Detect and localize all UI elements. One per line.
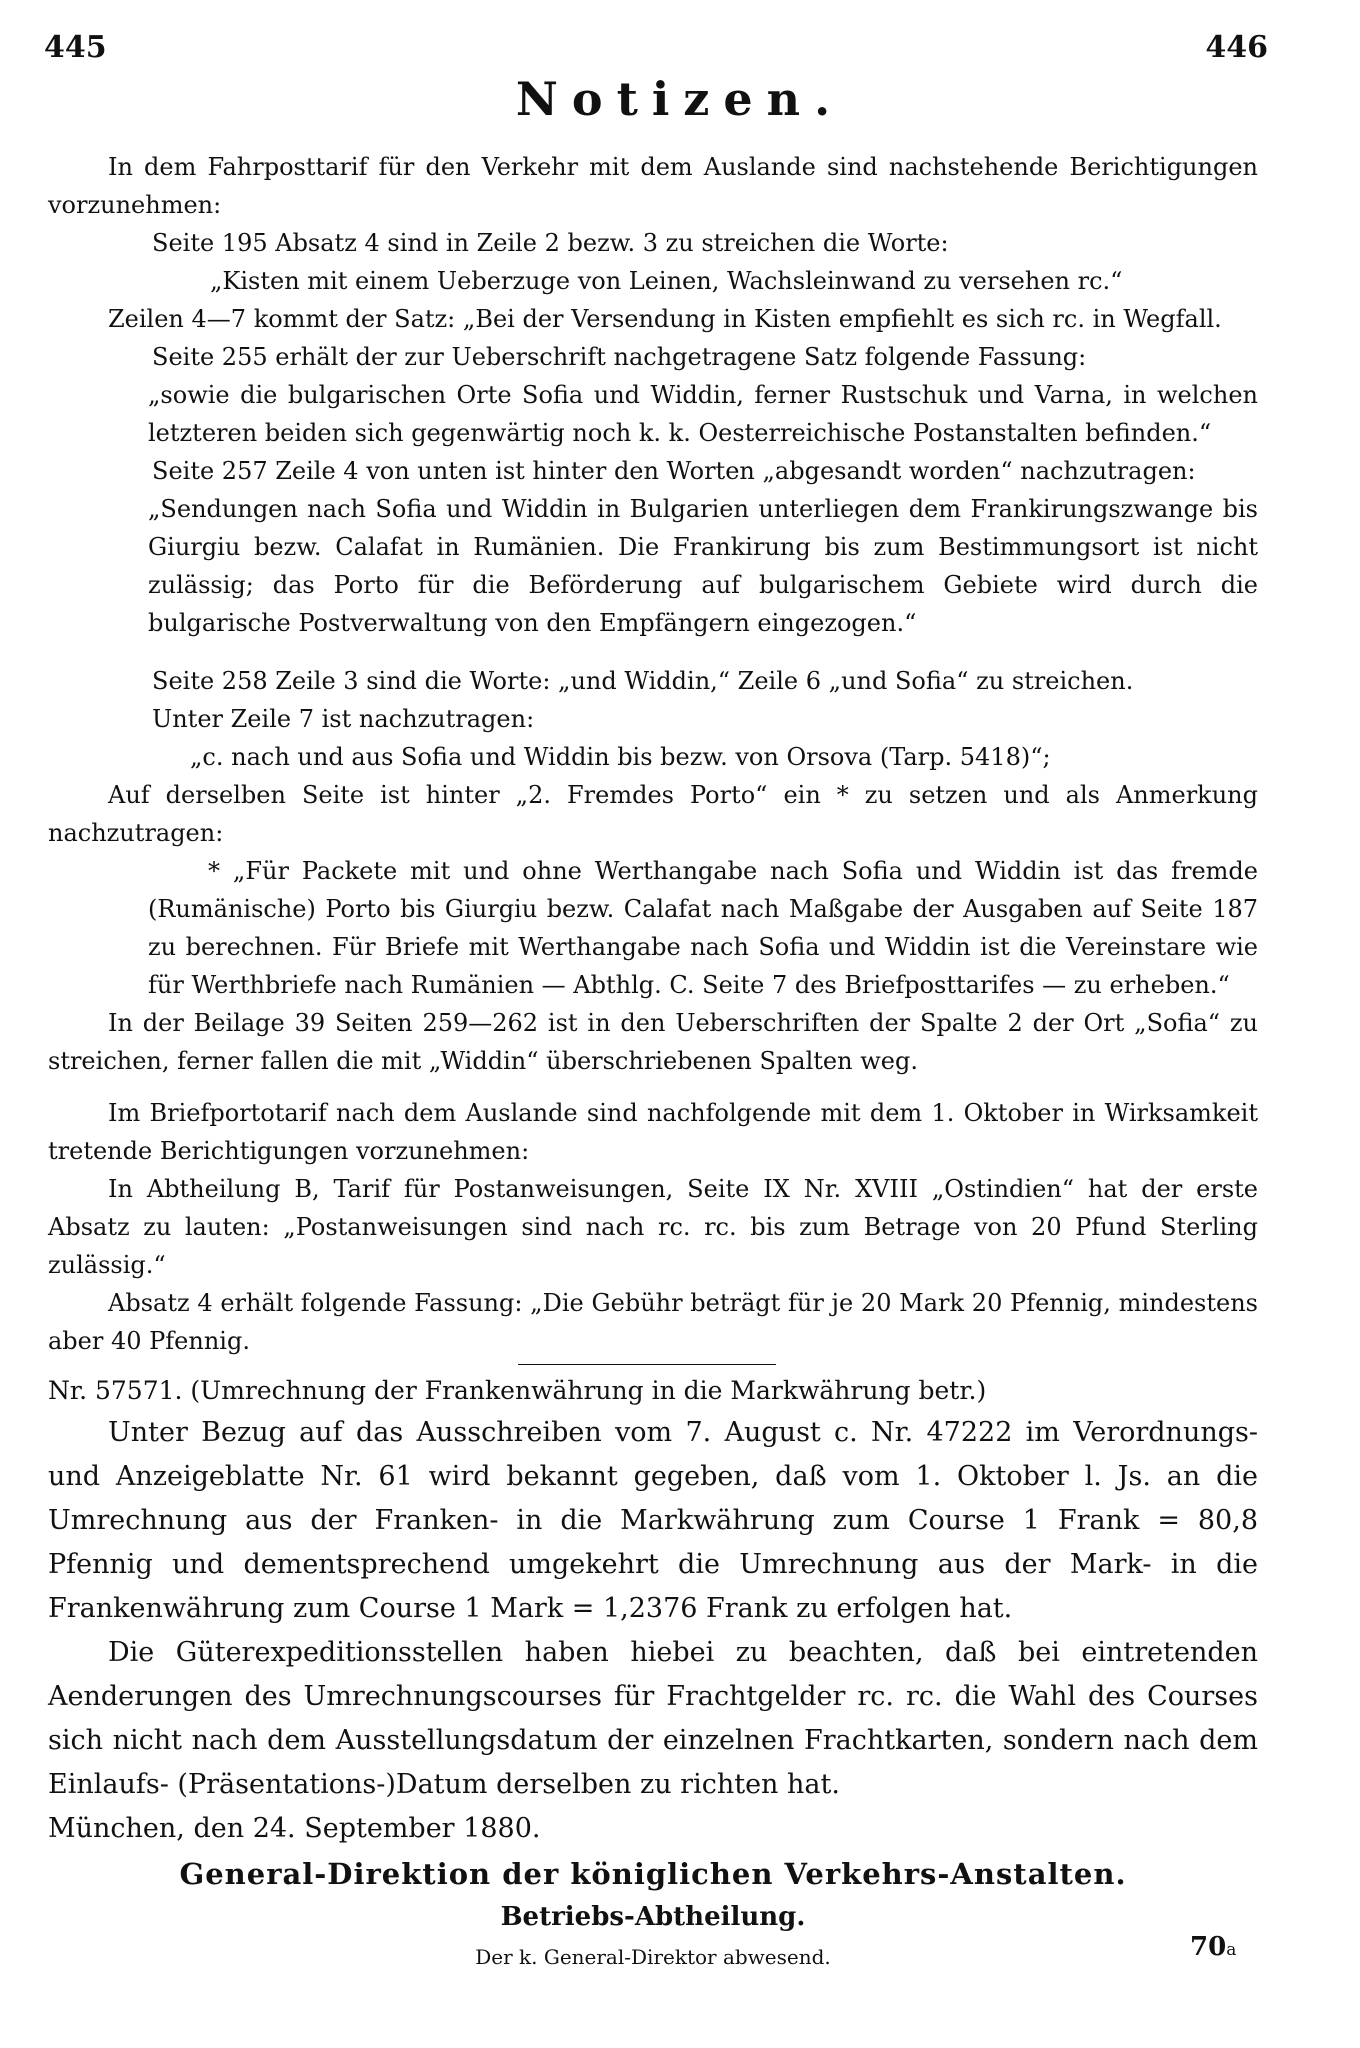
announcement-paragraph-1: Unter Bezug auf das Ausschreiben vom 7. August c. Nr. 47222 im Verordnungs- und Anzeigeblatte Nr. 61 wird bekannt gegeben, daß vom 1. Oktober l. Js. an die Umrechnung aus der Franken- in die Markwährung zum Course 1 Frank = 80,8 Pfennig und dementsprechend umgekehrt die Umrechnung aus der Mark- in die Frankenwährung zum Course 1 Mark = 1,2376 Frank zu erfolgen hat.: [48, 1417, 1258, 1624]
notice-beilage-39: In der Beilage 39 Seiten 259—262 ist in den Ueberschriften der Spalte 2 der Ort „Sofia“ zu streichen, ferner fallen die mit „Widdin“ überschriebenen Spalten weg.: [48, 1009, 1258, 1075]
place-date: München, den 24. September 1880.: [48, 1813, 541, 1844]
notice-unter-zeile-7: Unter Zeile 7 ist nachzutragen:: [152, 705, 535, 733]
page-number-right: 446: [1205, 30, 1268, 65]
section-divider: [518, 1364, 776, 1365]
document-body: [48, 148, 1258, 1977]
notice-absatz-4: Absatz 4 erhält folgende Fassung: „Die Gebühr beträgt für je 20 Mark 20 Pfennig, mindestens aber 40 Pfennig.: [48, 1289, 1258, 1355]
announcement-paragraph-2: Die Güterexpeditionsstellen haben hiebei zu beachten, daß bei eintretenden Aenderungen des Umrechnungscourses für Frachtgelder rc. rc. die Wahl des Courses sich nicht nach dem Ausstellungsdatum der einzelnen Frachtkarten, sondern nach dem Einlaufs- (Präsentations-)Datum derselben zu richten hat.: [48, 1637, 1258, 1800]
notice-seite-258: Seite 258 Zeile 3 sind die Worte: „und Widdin,“ Zeile 6 „und Sofia“ zu streichen.: [152, 667, 1134, 695]
footnote-packete: * „Für Packete mit und ohne Werthangabe nach Sofia und Widdin ist das fremde (Rumänische) Porto bis Giurgiu bezw. Calafat nach Maßgabe der Ausgaben auf Seite 187 zu berechnen. Für Briefe mit Werthangabe nach Sofia und Widdin ist die Vereinstare wie für Werthbriefe nach Rumänien — Abthlg. C. Seite 7 des Briefposttarifes — zu erheben.“: [148, 857, 1258, 999]
notice-seite-257: Seite 257 Zeile 4 von unten ist hinter den Worten „abgesandt worden“ nachzutragen:: [152, 457, 1196, 485]
sheet-mark: [1190, 1932, 1236, 1962]
quote-orsova: „c. nach und aus Sofia und Widdin bis bezw. von Orsova (Tarp. 5418)“;: [190, 743, 1051, 771]
signature-director: Der k. General-Direktor abwesend.: [475, 1945, 831, 1969]
notice-briefportotarif: Im Briefportotarif nach dem Auslande sind nachfolgende mit dem 1. Oktober in Wirksamkeit tretende Berichtigungen vorzunehmen:: [48, 1099, 1258, 1165]
sheet-mark-suffix: a: [1226, 1940, 1237, 1960]
sheet-mark-number: 70: [1190, 1932, 1227, 1962]
announcement-number-heading: Nr. 57571. (Umrechnung der Frankenwährung in die Markwährung betr.): [48, 1376, 987, 1405]
notice-seite-255: Seite 255 erhält der zur Ueberschrift nachgetragene Satz folgende Fassung:: [152, 343, 1087, 371]
notice-fremdes-porto: Auf derselben Seite ist hinter „2. Fremdes Porto“ ein * zu setzen und als Anmerkung nachzutragen:: [48, 781, 1258, 847]
notice-intro-fahrposttarif: In dem Fahrposttarif für den Verkehr mit dem Auslande sind nachstehende Berichtigungen vorzunehmen:: [48, 153, 1258, 219]
quote-sendungen-sofia-widdin: „Sendungen nach Sofia und Widdin in Bulgarien unterliegen dem Frankirungszwange bis Giurgiu bezw. Calafat in Rumänien. Die Frankirung bis zum Bestimmungsort ist nicht zulässig; das Porto für die Beförderung auf bulgarischem Gebiete wird durch die bulgarische Postverwaltung von den Empfängern eingezogen.“: [148, 495, 1258, 637]
notice-zeilen-4-7: Zeilen 4—7 kommt der Satz: „Bei der Versendung in Kisten empfiehlt es sich rc. in Wegfall.: [108, 305, 1222, 333]
quote-bulgarische-orte: „sowie die bulgarischen Orte Sofia und Widdin, ferner Rustschuk und Varna, in welchen letzteren beiden sich gegenwärtig noch k. k. Oesterreichische Postanstalten befinden.“: [148, 381, 1258, 447]
page-title: Notizen.: [515, 72, 845, 126]
notice-abtheilung-b: In Abtheilung B, Tarif für Postanweisungen, Seite IX Nr. XVIII „Ostindien“ hat der erste Absatz zu lauten: „Postanweisungen sind nach rc. rc. bis zum Betrage von 20 Pfund Sterling zulässig.“: [48, 1175, 1258, 1279]
page-number-left: 445: [44, 30, 107, 65]
notice-seite-195: Seite 195 Absatz 4 sind in Zeile 2 bezw. 3 zu streichen die Worte:: [152, 229, 949, 257]
signature-organization: General-Direktion der königlichen Verkehrs-Anstalten.: [179, 1857, 1127, 1891]
quote-kisten: „Kisten mit einem Ueberzuge von Leinen, Wachsleinwand zu versehen rc.“: [210, 267, 1123, 295]
signature-department: Betriebs-Abtheilung.: [500, 1902, 806, 1932]
